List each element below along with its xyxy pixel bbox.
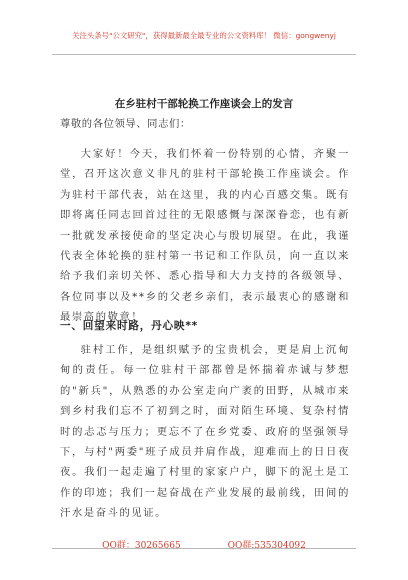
salutation: 尊敬的各位领导、同志们： (60, 118, 191, 130)
footer-divider (52, 548, 356, 549)
header-banner: 关注头条号"公文研究"，获得最新最全最专业的公文资料库！ 微信：gongwenyj (72, 31, 336, 40)
document-title: 在乡驻村干部轮换工作座谈会上的发言 (114, 98, 294, 110)
footer-qq-group-2: QQ群:535304092 (227, 541, 306, 551)
header-divider (52, 54, 356, 55)
footer-contacts (0, 538, 408, 551)
paragraph-2: 驻村工作，是组织赋予的宝贵机会，更是肩上沉甸甸的责任。每一位驻村干部都曾是怀揣着赤诚与梦想的"新兵"，从熟悉的办公室走向广袤的田野，从城市来到乡村我们忘不了初到之时，面对陌生环境、复杂村情时的忐忑与压力；更忘不了在乡党委、政府的坚强领导下，与村"两委"班子成员并肩作战，迎难而上的日日夜夜。我们一起走遍了村里的家家户户，脚下的泥土是工作的印迹；我们一起奋战在产业发展的最前线，田间的汗水是奋斗的见证。 (60, 344, 350, 520)
paragraph-1: 大家好！今天，我们怀着一份特别的心情，齐聚一堂，召开这次意义非凡的驻村干部轮换工作座谈会。作为驻村干部代表，站在这里，我的内心百感交集。既有即将离任同志回首过往的无限感慨与深深眷恋，也有新一批就发承接使命的坚定决心与殷切展望。在此，我谨代表全体轮换的驻村第一书记和工作队员，向一直以来给予我们亲切关怀、悉心指导和大力支持的各级领导、各位同事以及**乡的父老乡亲们，表示最衷心的感谢和最崇高的敬意！ (60, 148, 350, 324)
footer-qq-group-1: QQ群：30265665 (102, 541, 181, 551)
section-heading: 一、回望来时路，丹心映** (60, 320, 199, 332)
